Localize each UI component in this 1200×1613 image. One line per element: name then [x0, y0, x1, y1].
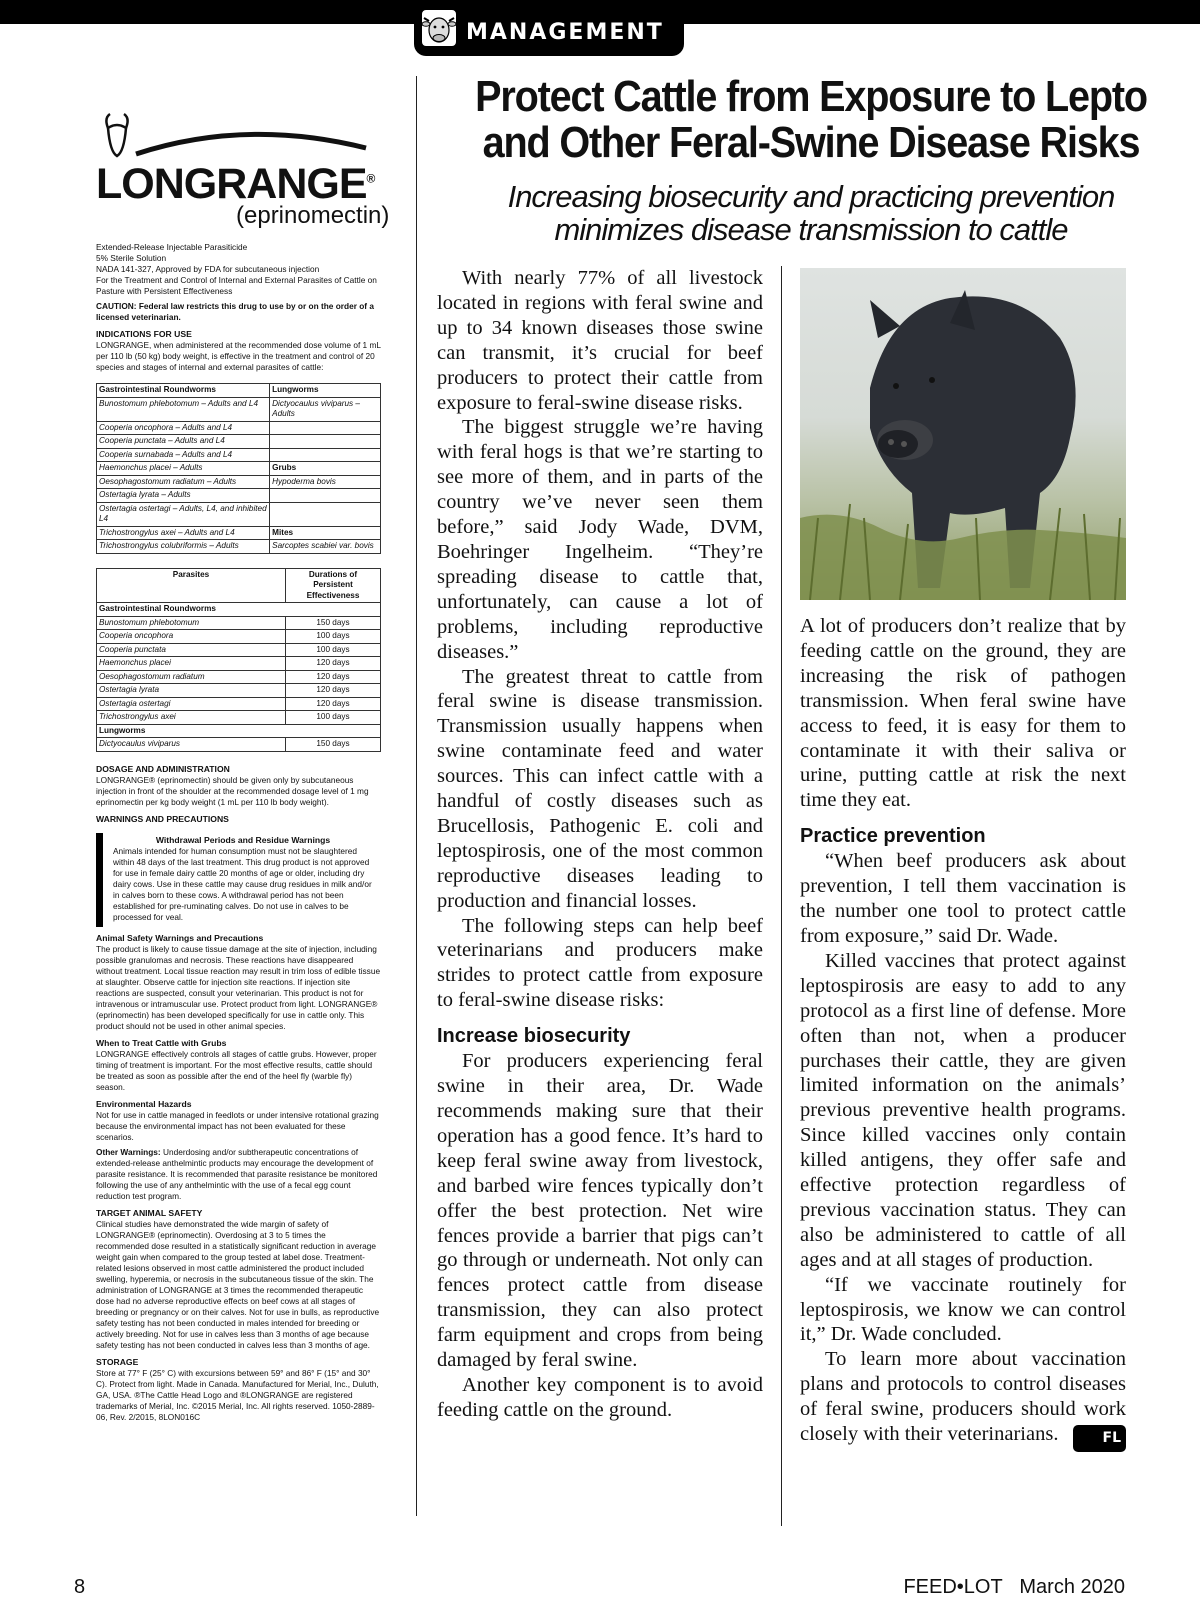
article-subtitle: Increasing biosecurity and practicing prevention minimizes disease transmission to cattle — [507, 179, 1115, 247]
parasite-table: Gastrointestinal Roundworms Lungworms Bunostomum phlebotomum – Adults and L4 Dictyocaulus viviparus – Adults Cooperia oncophora – Adults and L4 Cooperia punctata – Adults and L4 Cooperia surnabada – Adults and L4 Haemonchus placei – Adults Grubs Oesophagostomum radiatum – Adults Hypoderma bovis Ostertagia lyrata – Adults Ostertagia ostertagi – Adults, L4, and inhibited L4 Trichostrongylus axei – Adults and L4 Mites Trichostrongylus colubriformis – Adults Sarcoptes scabiei var. bovis — [96, 383, 381, 554]
paragraph: Another key component is to avoid feeding cattle on the ground. — [437, 1373, 763, 1421]
feral-hog-photo — [800, 268, 1126, 600]
duration-table: Parasites Durations of Persistent Effectiveness Gastrointestinal Roundworms Bunostomum phlebotomum 150 days Cooperia oncophora 100 days Cooperia punctata 100 days Haemonchus placei 120 days Oesophagostomum radiatum 120 days Ostertagia lyrata 120 days Ostertagia ostertagi 120 days Trichostrongylus axei 100 days Lungworms Dictyocaulus viviparus 150 days — [96, 568, 381, 752]
ad-brand: LONGRANGE® — [96, 160, 375, 208]
publication-name: FEED•LOT — [903, 1576, 1003, 1598]
ad-intro: Extended-Release Injectable Parasiticide 5% Sterile Solution NADA 141-327, Approved by FDA for subcutaneous injection For the Treatment and Control of Internal and External Parasites of Cattle on Pasture with Persistent Effectiveness CAUTION: Federal law restricts this drug to use by or on the order of a licensed veterinarian. INDICATIONS FOR USE LONGRANGE, when administered at the recommended dose volume of 1 mL per 110 lb (50 kg) body weight, is effective in the treatment and control of 20 species and stages of internal and external parasites of cattle: — [96, 242, 381, 372]
page-number: 8 — [74, 1576, 86, 1598]
paragraph: “When beef producers ask about prevention, I tell them vaccination is the number one tool to protect cattle from exposure,” said Dr. Wade. — [800, 850, 1126, 947]
column-divider — [416, 76, 417, 1516]
subheading: Practice prevention — [800, 825, 986, 848]
column-divider — [781, 266, 782, 1526]
paragraph: “If we vaccinate routinely for leptospirosis, we know we can control it,” Dr. Wade concluded. — [800, 1273, 1126, 1346]
paragraph: For producers experiencing feral swine in their area, Dr. Wade recommends making sure that their operation has a good fence. It’s hard to keep feral swine away from livestock, and barbed wire fences typically don’t offer the best protection. Net wire fences provide a barrier that pigs can’t go through or underneath. Not only can fences protect cattle from disease transmission, they can also protect farm equipment and crops from being damaged by feral swine. — [437, 1050, 763, 1372]
longrange-ad — [96, 110, 390, 1423]
paragraph: With nearly 77% of all livestock located in regions with feral swine and up to 34 known diseases those swine can transmit, it’s crucial for beef producers to protect their cattle from exposure to feral-swine disease risks. — [437, 267, 763, 414]
withdrawal-box: Withdrawal Periods and Residue Warnings Animals intended for human consumption must not be slaughtered within 48 days of the last treatment. This drug product is not approved for use in female dairy cattle 20 months of age or older, including dry dairy cows. Use in these cattle may cause drug residues in milk and/or in calves born to these cows. A withdrawal period has not been established for pre-ruminating calves. Do not use in calves to be processed for veal. — [96, 833, 381, 927]
cow-head-icon — [420, 8, 458, 48]
end-mark-badge: FL — [1073, 1425, 1126, 1452]
paragraph: To learn more about vaccination plans and protocols to control diseases of feral swine, producers should work closely with their veterinarians. FL — [800, 1347, 1126, 1447]
article-column-2 — [800, 614, 1126, 1452]
article-title: Protect Cattle from Exposure to Lepto and Other Feral-Swine Disease Risks — [475, 72, 1147, 167]
ad-fine-print: DOSAGE AND ADMINISTRATION LONGRANGE® (eprinomectin) should be given only by subcutaneous injection in front of the shoulder at the recommended dosage level of 1 mg eprinomectin per kg body weight (1 mL per 110 lb body weight). WARNINGS AND PRECAUTIONS Withdrawal Periods and Residue Warnings Animals intended for human consumption must not be slaughtered within 48 days of the last treatment. This drug product is not approved for use in female dairy cattle 20 months of age or older, including dry dairy cows. Use in these cattle may cause drug residues in milk and/or in calves born to these cows. A withdrawal period has not been established for pre-ruminating calves. Do not use in calves to be processed for veal. Animal Safety Warnings and Precautions The product is likely to cause tissue damage at the site of injection, including possible granulomas and necrosis. These reactions have disappeared without treatment. Local tissue reaction may result in trim loss of edible tissue at slaughter. Observe cattle for injection site reactions. If injection site reactions are suspected, consult your veterinarian. This product is not for intravenous or intramuscular use. Protect product from light. LONGRANGE® (eprinomectin) has been developed specifically for use in cattle only. This product should not be used in other animal species. When to Treat Cattle with Grubs LONGRANGE effectively controls all stages of cattle grubs. However, proper timing of treatment is important. For the most effective results, cattle should be treated as soon as possible after the end of the heel fly (warble fly) season. Environmental Hazards Not for use in cattle managed in feedlots or under intensive rotational grazing because the environmental impact has not been evaluated for these scenarios. Other Warnings: Underdosing and/or subtherapeutic concentrations of extended-release anthelmintic products may encourage the development of parasite resistance. It is recommended that parasite resistance be monitored following the use of any anthelmintic with the use of a fecal egg count reduction test program. TARGET ANIMAL SAFETY Clinical studies have demonstrated the wide margin of safety of LONGRANGE® (eprinomectin). Overdosing at 3 to 5 times the recommended dose resulted in a statistically significant reduction in average weight gain when compared to the group tested at label dose. Treatment-related lesions observed in most cattle administered the product included swelling, hyperemia, or necrosis in the subcutaneous tissue of the skin. The administration of LONGRANGE at 3 times the recommended therapeutic dose had no adverse reproductive effects on beef cows at all stages of breeding or pregnancy or on their calves. Not for use in bulls, as reproductive safety testing has not been conducted in males intended for breeding or actively breeding. Not for use in calves less than 3 months of age because safety testing has not been conducted in calves less than 3 months of age. STORAGE Store at 77° F (25° C) with excursions between 59° and 86° F (15° and 30° C). Protect from light. Made in Canada. Manufactured for Merial, Inc., Duluth, GA, USA. ®The Cattle Head Logo and ®LONGRANGE are registered trademarks of Merial, Inc. ©2015 Merial, Inc. All rights reserved. 1050-2889-06, Rev. 2/2015, 8LON016C — [96, 763, 381, 1422]
wild-boar-image — [800, 268, 1126, 600]
issue-date: March 2020 — [1019, 1576, 1125, 1598]
ad-generic-name: (eprinomectin) — [236, 202, 390, 229]
subheading: Increase biosecurity — [437, 1025, 631, 1048]
paragraph: The following steps can help beef veterinarians and producers make strides to protect cattle from exposure to feral-swine disease risks: — [437, 914, 763, 1012]
running-footer — [903, 1576, 1125, 1599]
ad-logo — [96, 110, 390, 230]
paragraph: The greatest threat to cattle from feral swine is disease transmission. Transmission usually happens when swine contaminate feed and water sources. This can infect cattle with a handful of costly diseases such as Brucellosis, Pathogenic E. coli and leptospirosis, one of the most common reproductive diseases leading to production and financial losses. — [437, 665, 763, 912]
paragraph: Killed vaccines that protect against leptospirosis are easy to add to any protocol as a first line of defense. More often than not, when a producer purchases their cattle, they are given limited information on the animals’ previous preventive health programs. Since killed vaccines only contain killed antigens, they offer safe and effective protection regardless of previous vaccination status. They can also be administered to cattle of all ages and at all stages of production. — [800, 949, 1126, 1271]
paragraph: The biggest struggle we’re having with feral hogs is that we’re starting to see more of them, and in parts of the country we’ve never seen them before,” said Jody Wade, DVM, Boehringer Ingelheim. “They’re spreading disease to cattle that, unfortunately, can cause a lot of problems, including reproductive diseases.” — [437, 416, 763, 663]
section-label: MANAGEMENT — [466, 20, 664, 45]
article-column-1 — [437, 266, 763, 1423]
paragraph: A lot of producers don’t realize that by feeding cattle on the ground, they are increasing the risk of pathogen transmission. When feral swine have access to feed, it is easy for them to contaminate it with their saliva or urine, putting cattle at risk the next time they eat. — [800, 615, 1126, 812]
